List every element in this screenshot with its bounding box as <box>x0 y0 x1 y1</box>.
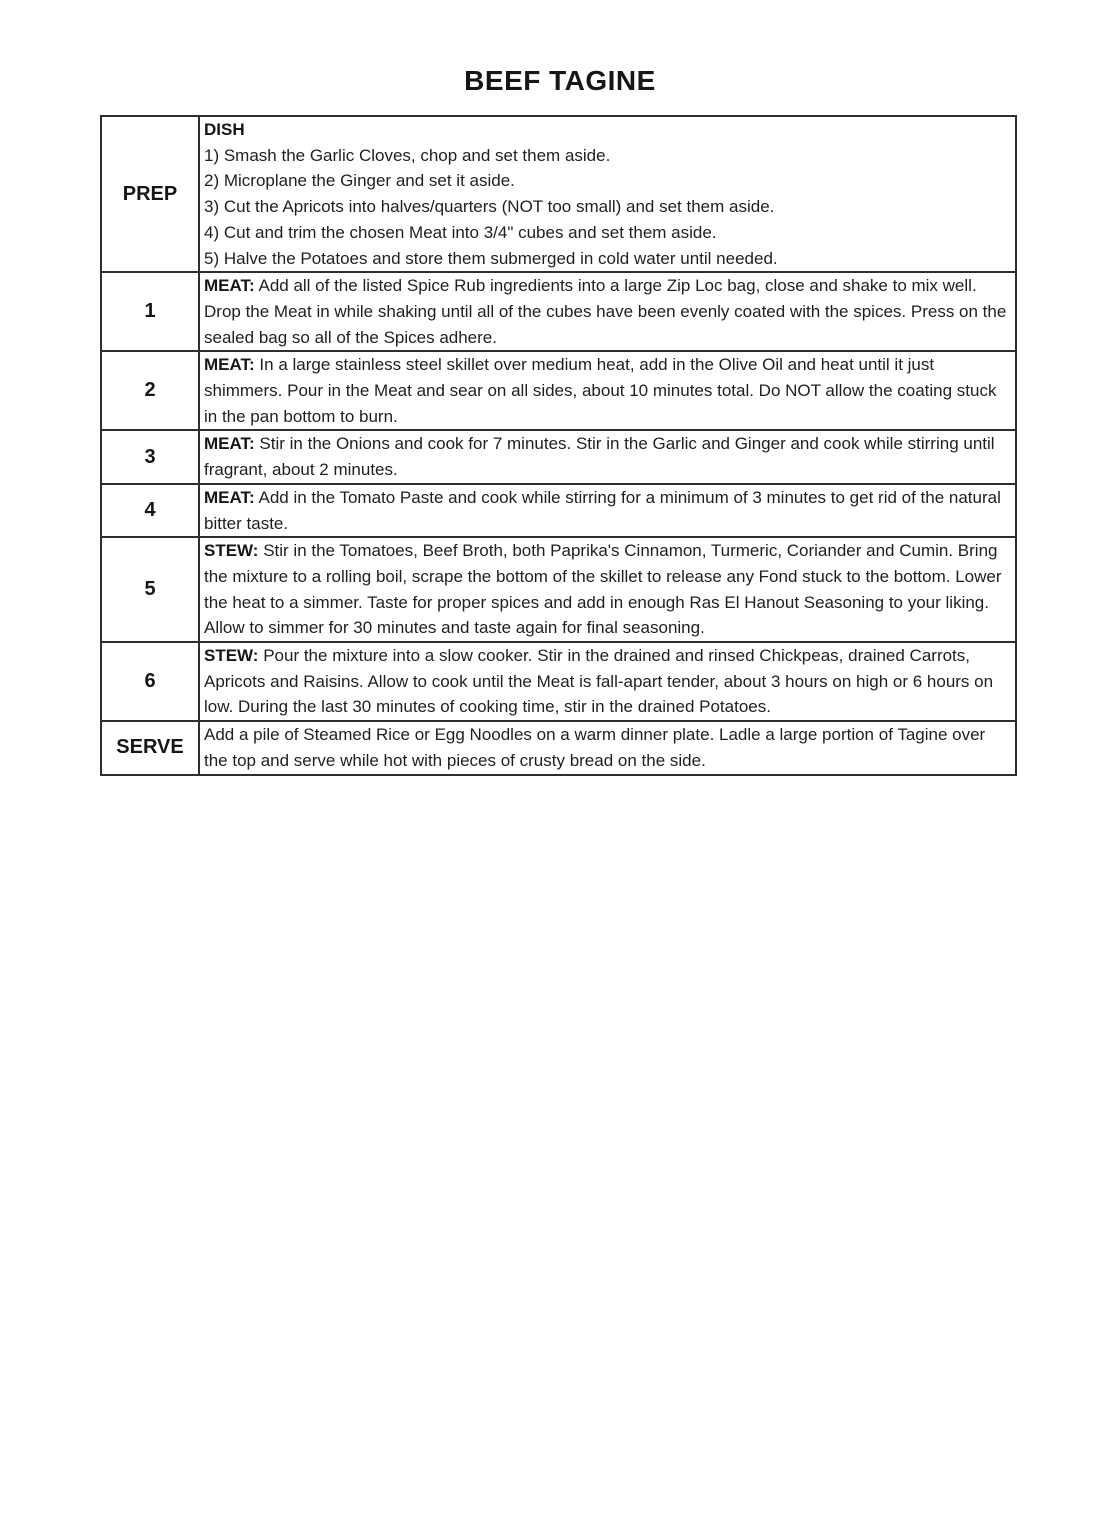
prep-line-2: 2) Microplane the Ginger and set it aside. <box>204 171 515 191</box>
table-row-step-4 <box>101 484 1016 537</box>
table-row-step-6 <box>101 642 1016 721</box>
step-text-6: Pour the mixture into a slow cooker. Stir in the drained and rinsed Chickpeas, drained Carrots, Apricots and Raisins. Allow to cook until the Meat is fall-apart tender, about 3 hours on high or 6 hours on low. During the last 30 minutes of cooking time, stir in the drained Potatoes. <box>204 646 994 717</box>
step-prefix-3: MEAT: <box>204 434 255 454</box>
table-row-prep <box>101 116 1016 272</box>
prep-line-4: 4) Cut and trim the chosen Meat into 3/4" cubes and set them aside. <box>204 222 717 242</box>
step-text-1: Add all of the listed Spice Rub ingredients into a large Zip Loc bag, close and shake to mix well. Drop the Meat in while shaking until all of the cubes have been evenly coated with the spices. Press on the sealed bag so all of the Spices adhere. <box>204 276 1007 347</box>
step-content-5 <box>199 537 1016 642</box>
step-prefix-4: MEAT: <box>204 487 255 507</box>
step-prefix-1: MEAT: <box>204 276 255 296</box>
prep-heading: DISH <box>204 120 245 139</box>
step-content-3 <box>199 430 1016 483</box>
step-content-serve <box>199 721 1016 774</box>
prep-line-3: 3) Cut the Apricots into halves/quarters (NOT too small) and set them aside. <box>204 197 775 217</box>
step-content-prep <box>199 116 1016 272</box>
table-row-step-5 <box>101 537 1016 642</box>
step-content-1 <box>199 272 1016 351</box>
step-text-5: Stir in the Tomatoes, Beef Broth, both Paprika's Cinnamon, Turmeric, Coriander and Cumin. Bring the mixture to a rolling boil, scrape the bottom of the skillet to release any Fond stuck to the bottom. Lower the heat to a simmer. Taste for proper spices and add in enough Ras El Hanout Seasoning to your liking. Allow to simmer for 30 minutes and taste again for final seasoning. <box>204 541 1002 638</box>
step-content-6 <box>199 642 1016 721</box>
step-label-5: 5 <box>101 537 199 642</box>
table-row-step-1 <box>101 272 1016 351</box>
step-label-prep: PREP <box>101 116 199 272</box>
step-prefix-6: STEW: <box>204 646 259 666</box>
table-row-step-2 <box>101 351 1016 430</box>
step-label-4: 4 <box>101 484 199 537</box>
table-row-step-3 <box>101 430 1016 483</box>
step-label-2: 2 <box>101 351 199 430</box>
step-text-2: In a large stainless steel skillet over medium heat, add in the Olive Oil and heat until it just shimmers. Pour in the Meat and sear on all sides, about 10 minutes total. Do NOT allow the coating stuck in the pan bottom to burn. <box>204 355 997 426</box>
prep-line-5: 5) Halve the Potatoes and store them submerged in cold water until needed. <box>204 248 778 268</box>
step-content-2 <box>199 351 1016 430</box>
step-label-serve: SERVE <box>101 721 199 774</box>
step-text-serve: Add a pile of Steamed Rice or Egg Noodles on a warm dinner plate. Ladle a large portion of Tagine over the top and serve while hot with pieces of crusty bread on the side. <box>204 725 986 770</box>
step-label-6: 6 <box>101 642 199 721</box>
step-label-3: 3 <box>101 430 199 483</box>
table-row-serve <box>101 721 1016 774</box>
step-text-4: Add in the Tomato Paste and cook while stirring for a minimum of 3 minutes to get rid of the natural bitter taste. <box>204 487 1001 533</box>
step-content-4 <box>199 484 1016 537</box>
page-title: BEEF TAGINE <box>464 65 656 96</box>
prep-line-1: 1) Smash the Garlic Cloves, chop and set them aside. <box>204 145 611 165</box>
step-text-3: Stir in the Onions and cook for 7 minutes. Stir in the Garlic and Ginger and cook while stirring until fragrant, about 2 minutes. <box>204 434 995 480</box>
recipe-table <box>100 115 1017 776</box>
step-prefix-2: MEAT: <box>204 355 255 375</box>
step-prefix-5: STEW: <box>204 541 259 561</box>
step-label-1: 1 <box>101 272 199 351</box>
